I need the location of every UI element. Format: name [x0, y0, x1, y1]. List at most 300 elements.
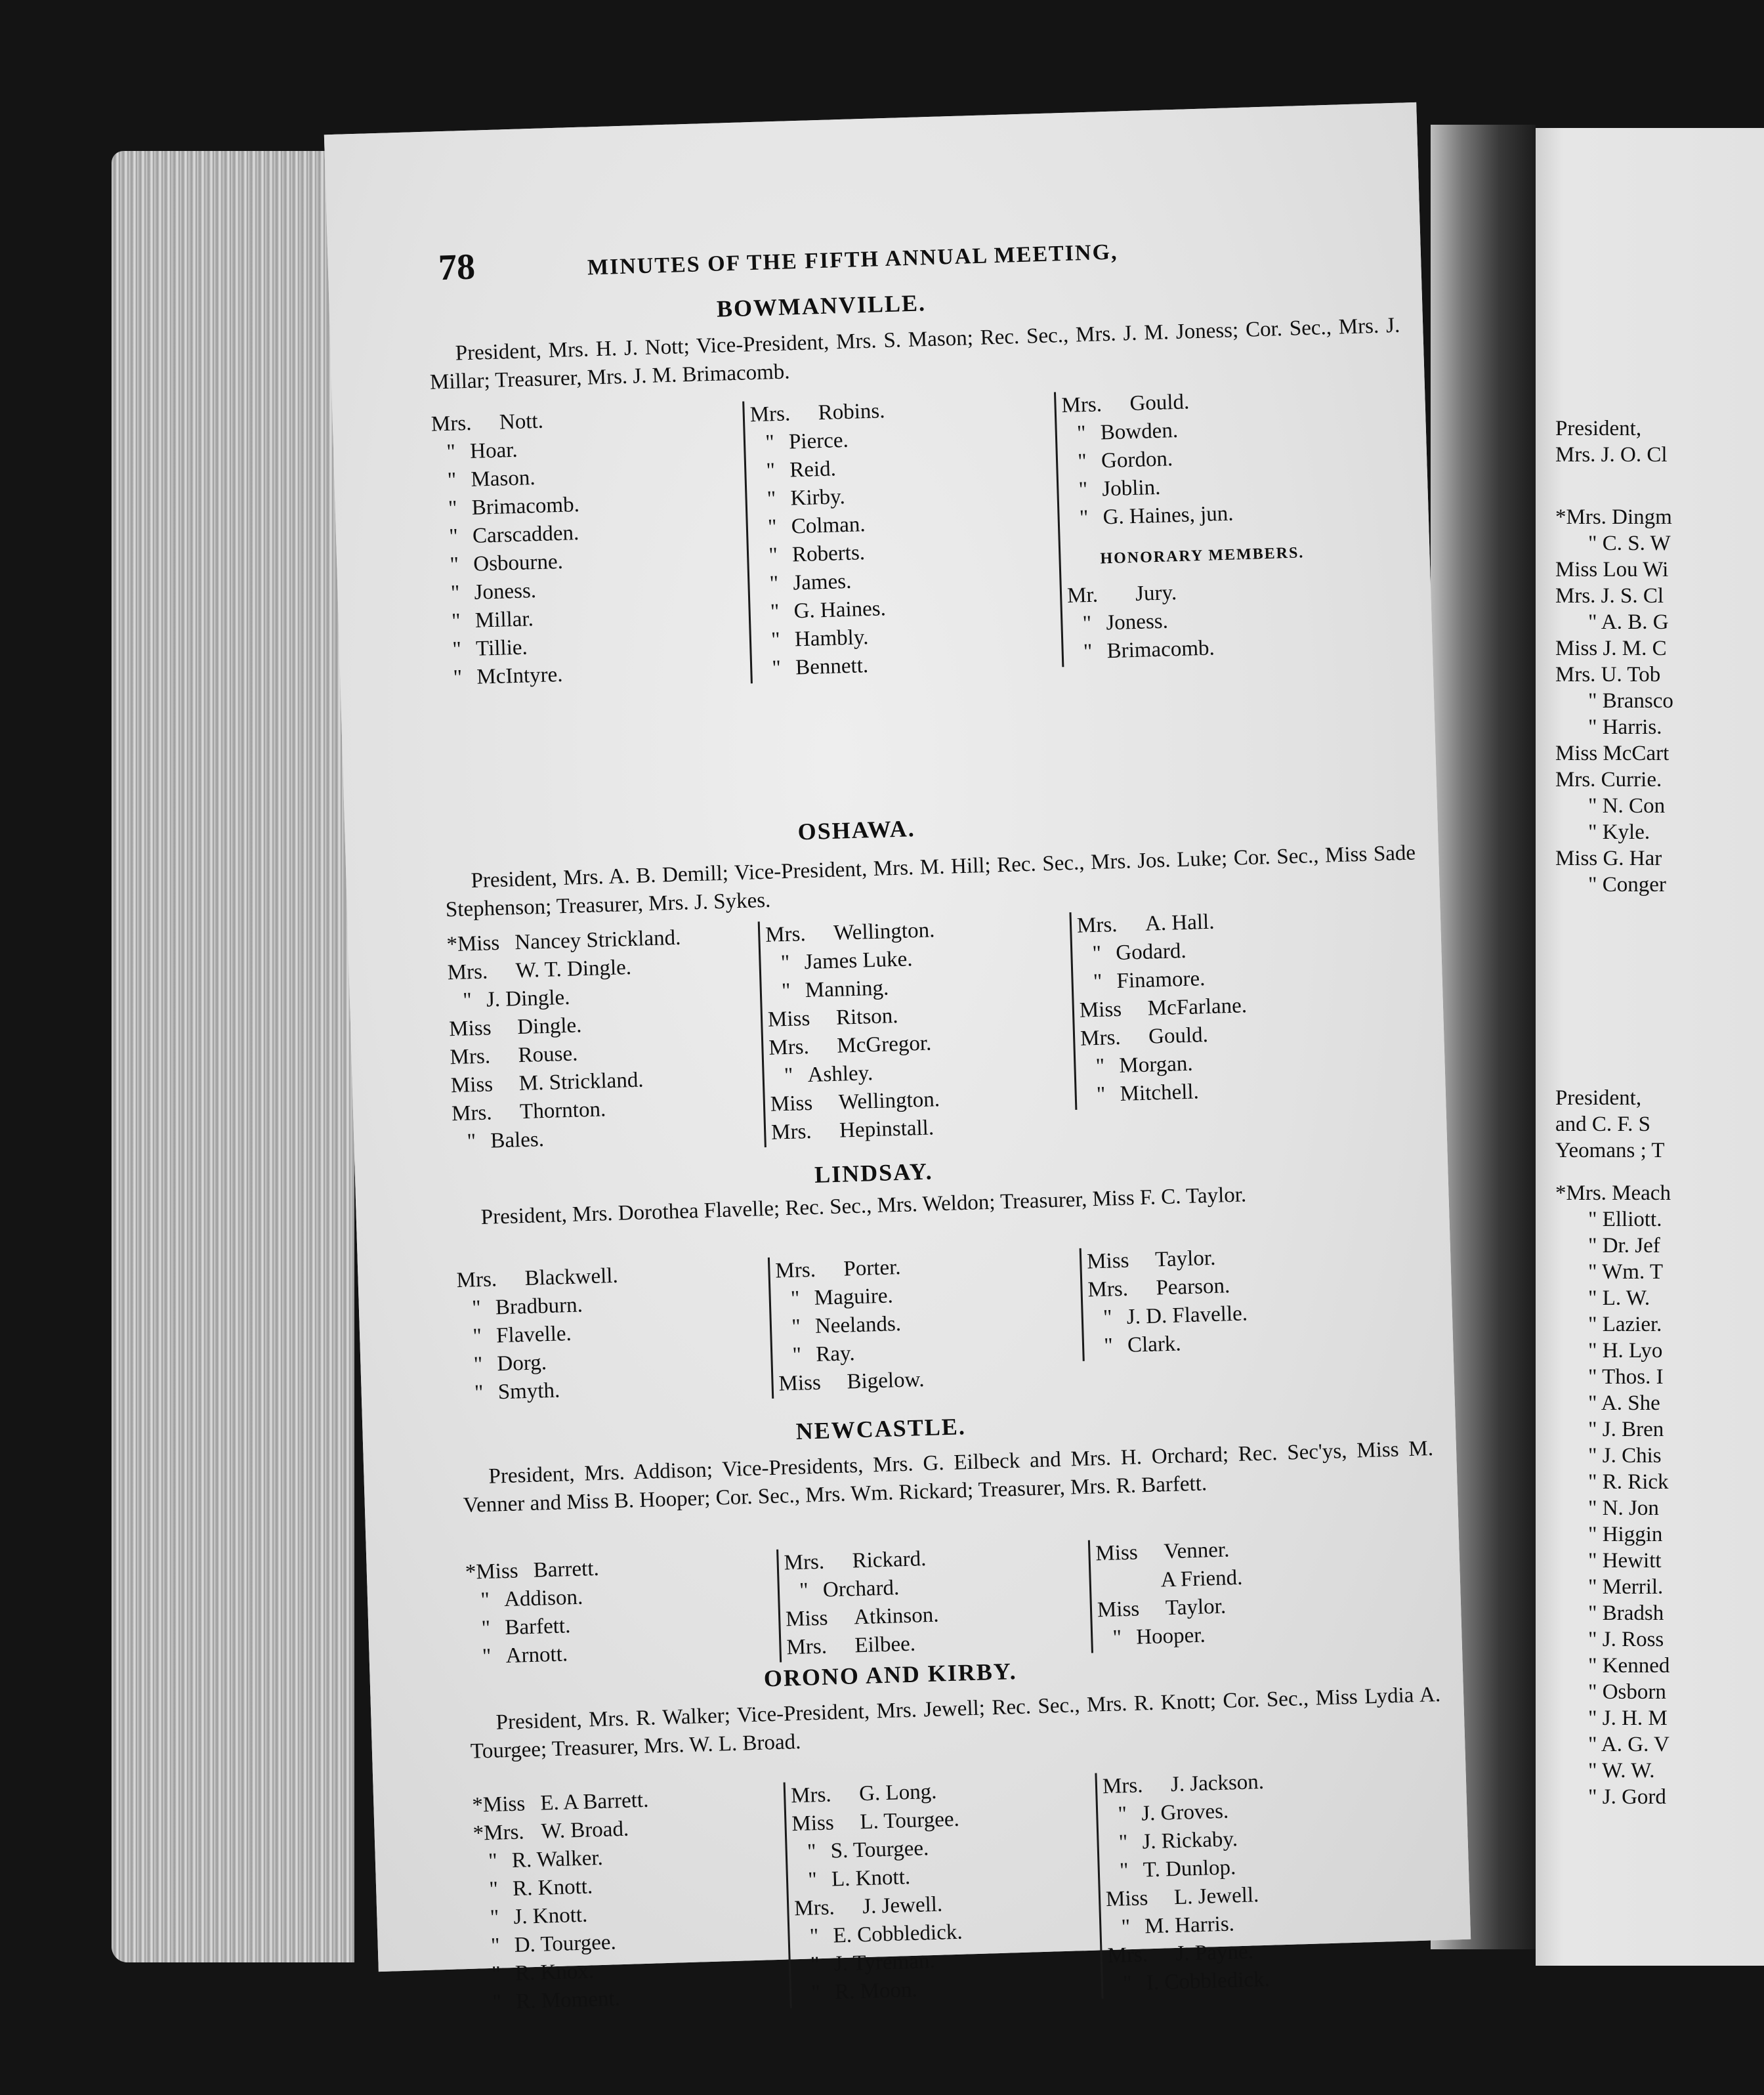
member-prefix [1097, 1586, 1161, 1588]
member-name: Smyth. [497, 1378, 560, 1405]
section-title: OSHAWA. [797, 815, 916, 845]
member-entry [457, 1290, 619, 1323]
section-title: ORONO AND KIRBY. [763, 1658, 1018, 1692]
member-name: L. Tourgee. [859, 1807, 960, 1834]
member-column [456, 1262, 621, 1408]
member-name: McGregor. [836, 1031, 932, 1058]
right-page-line: " N. Jon [1588, 1496, 1659, 1520]
member-entry [1095, 1536, 1242, 1569]
member-name: T. Dunlop. [1143, 1855, 1236, 1882]
member-entry [1108, 1966, 1270, 1999]
member-prefix: Mrs. [790, 1783, 832, 1808]
right-page-line: " Kyle. [1588, 820, 1650, 844]
member-prefix: Miss [1095, 1540, 1139, 1566]
member-entry [459, 1375, 621, 1408]
member-column [768, 1253, 925, 1399]
member-name: Thornton. [519, 1097, 606, 1124]
member-column [1080, 1243, 1249, 1361]
member-prefix: " [462, 988, 472, 1013]
member-prefix: Mrs. [430, 411, 472, 436]
officers-paragraph: President, Mrs. A. B. Demill; Vice-President, Mrs. M. Hill; Rec. Sec., Mrs. Jos. Luke; Cor. Sec., Miss Sade Stephenson; Treasurer, Mrs. J. Sykes. [445, 841, 1416, 922]
member-entry [795, 1918, 963, 1952]
member-entry [458, 1319, 620, 1351]
right-page-line: Mrs. J. S. Cl [1555, 584, 1664, 608]
member-prefix: " [770, 600, 780, 624]
right-page-line: " N. Con [1588, 794, 1666, 818]
right-page-line: " A. She [1588, 1391, 1660, 1415]
member-entry [459, 1347, 621, 1380]
member-entry [768, 1001, 938, 1034]
member-entry [1081, 1048, 1249, 1082]
right-page-line: " J. H. M [1588, 1706, 1668, 1730]
member-entry [755, 566, 891, 599]
member-prefix: " [490, 1905, 499, 1930]
member-entry [755, 595, 891, 627]
member-column [742, 397, 892, 683]
member-name: G. Long. [858, 1779, 937, 1806]
member-entry [466, 1583, 600, 1615]
right-page-line: " Harris. [1588, 715, 1662, 739]
member-name: Atkinson. [853, 1603, 939, 1630]
member-name: R. Knox. [514, 1959, 595, 1985]
member-prefix: Miss [450, 1072, 494, 1098]
member-prefix: " [481, 1616, 491, 1641]
member-prefix: Mrs. [1087, 1277, 1129, 1302]
member-name: J. Jewell. [862, 1892, 943, 1919]
member-prefix: Mrs. [1076, 912, 1118, 938]
member-entry [432, 434, 578, 467]
member-name: Reid. [789, 457, 837, 482]
member-entry [757, 651, 893, 683]
member-name: M. Harris. [1144, 1912, 1235, 1939]
member-entry [1088, 1300, 1248, 1332]
member-name: L. Knott. [831, 1865, 911, 1892]
officers-paragraph: President, Mrs. Addison; Vice-Presidents, Mrs. G. Eilbeck and Mrs. H. Orchard; Rec. Sec'ys, Miss M. Venner and Miss B. Hooper; Cor. Sec., Mrs. Wm. Rickard; Treasurer, Mrs. R. Barfett. [463, 1437, 1434, 1517]
member-name: J. Groves. [1141, 1799, 1229, 1826]
right-page-line: " J. Bren [1588, 1418, 1664, 1441]
member-prefix: " [784, 1063, 793, 1088]
member-prefix: Miss [770, 1091, 813, 1116]
member-column [1095, 1768, 1270, 1999]
right-page-line: " Lazier. [1588, 1313, 1662, 1336]
member-prefix: " [766, 459, 776, 483]
member-entry [434, 519, 580, 552]
member-entry [452, 1122, 687, 1157]
member-name: Addison. [503, 1585, 583, 1612]
member-prefix: " [766, 487, 776, 511]
member-name: Bennett. [795, 654, 869, 680]
right-page-line: " Kenned [1588, 1654, 1670, 1678]
member-prefix: " [1122, 1972, 1133, 1996]
right-page-line: " Thos. I [1588, 1365, 1664, 1389]
member-prefix: " [1079, 506, 1089, 530]
member-name: Godard. [1115, 939, 1187, 965]
right-page-line: " Bradsh [1588, 1601, 1664, 1625]
member-name: Barrett. [533, 1556, 600, 1582]
member-name: Dingle. [516, 1013, 582, 1040]
member-entry [768, 1029, 938, 1063]
member-name: J. D. Flavelle. [1126, 1301, 1248, 1329]
member-entry [465, 1555, 599, 1587]
page-number: 78 [438, 246, 476, 289]
member-entry [1096, 1564, 1243, 1597]
right-page-line: " Higgin [1588, 1523, 1663, 1546]
member-prefix: Mrs. [1061, 392, 1102, 418]
member-entry [433, 491, 579, 524]
member-prefix: Miss [1079, 997, 1122, 1023]
member-prefix: Mrs. [793, 1895, 835, 1921]
member-name: G. Haines, jun. [1102, 501, 1234, 530]
member-prefix: " [1083, 639, 1093, 664]
member-name: Tillie. [475, 635, 528, 661]
member-name: Kirby. [790, 485, 846, 511]
member-name: Wellington. [833, 918, 935, 945]
book-page-edges [112, 151, 354, 1962]
member-name: Taylor. [1154, 1246, 1216, 1272]
member-prefix: " [1077, 450, 1087, 474]
member-name: Finamore. [1116, 967, 1206, 994]
right-page-line: " Wm. T [1588, 1260, 1664, 1284]
member-name: Joblin. [1101, 475, 1161, 501]
member-name: R. Moment. [515, 1987, 621, 2014]
member-entry [749, 397, 885, 429]
member-name: W. T. Dingle. [515, 955, 632, 983]
member-prefix: " [1121, 1915, 1131, 1939]
right-page-line: President, [1555, 1086, 1642, 1110]
member-name: Nancey Strickland. [514, 925, 681, 955]
right-page-line: Miss J. M. C [1555, 637, 1667, 660]
member-name: Clark. [1127, 1332, 1182, 1357]
member-name: J. Payne. [1175, 1939, 1254, 1966]
member-column [446, 924, 687, 1156]
member-name: Ashley. [807, 1061, 873, 1088]
member-entry [778, 1366, 925, 1399]
member-name: R. Knott. [512, 1874, 593, 1901]
member-entry [1087, 1243, 1246, 1276]
member-entry [435, 547, 581, 580]
member-entry [750, 425, 886, 457]
member-name: A. Hall. [1144, 910, 1215, 936]
member-prefix: " [790, 1286, 801, 1311]
member-name: Gould. [1129, 390, 1190, 416]
member-entry [432, 463, 579, 496]
member-name: Barfett. [504, 1614, 571, 1640]
right-page-line: " C. S. W [1588, 532, 1671, 555]
member-name: D. Tourgee. [514, 1930, 617, 1957]
member-name: L. Jewell. [1173, 1883, 1259, 1910]
member-name: Bigelow. [847, 1368, 925, 1394]
member-column [1088, 1536, 1245, 1653]
member-name: Arnott. [505, 1642, 568, 1668]
member-name: Hooper. [1135, 1623, 1206, 1649]
member-entry [1078, 935, 1246, 969]
member-name: Jury. [1135, 581, 1177, 606]
member-entry [438, 632, 584, 665]
member-prefix: " [471, 1296, 482, 1321]
member-prefix: " [781, 979, 791, 1004]
right-page-line: Yeomans ; T [1555, 1139, 1665, 1162]
member-name: Nott. [499, 409, 544, 434]
member-name: Ray. [815, 1342, 856, 1366]
member-prefix: Mrs. [1107, 1943, 1148, 1968]
member-prefix: " [450, 581, 460, 605]
member-prefix: Mrs. [784, 1550, 825, 1575]
member-prefix: Miss [785, 1606, 828, 1632]
member-entry [467, 1640, 602, 1672]
member-prefix: " [472, 1324, 482, 1349]
member-name: I. Cobbledick. [1146, 1967, 1270, 1995]
section-title: BOWMANVILLE. [716, 289, 927, 322]
member-name: Mitchell. [1120, 1080, 1200, 1106]
right-page-line: " W. W. [1588, 1759, 1655, 1783]
right-page-line: " Elliott. [1588, 1208, 1662, 1231]
member-prefix: " [1096, 1082, 1106, 1107]
member-prefix: Mrs. [768, 1035, 810, 1060]
honorary-members-heading: HONORARY MEMBERS. [1100, 544, 1305, 568]
member-entry [793, 1862, 961, 1895]
member-prefix: " [491, 1962, 501, 1986]
member-prefix: " [490, 1934, 501, 1958]
section-title: NEWCASTLE. [795, 1413, 967, 1445]
member-entry [770, 1086, 940, 1119]
member-name: Ritson. [835, 1004, 899, 1030]
member-prefix: " [792, 1343, 802, 1367]
right-page-line: " J. Chis [1588, 1444, 1662, 1468]
member-name: Brimacomb. [471, 493, 580, 520]
member-prefix: Mrs. [1080, 1025, 1122, 1051]
member-prefix: " [1119, 1859, 1129, 1883]
member-prefix: " [770, 628, 781, 652]
member-entry [766, 973, 936, 1006]
member-prefix: " [452, 637, 462, 662]
section-title: LINDSAY. [814, 1158, 934, 1188]
member-column [776, 1545, 940, 1662]
member-prefix: " [771, 656, 782, 681]
member-column [1069, 907, 1250, 1110]
member-name: Bales. [490, 1128, 545, 1153]
right-page-line: " J. Gord [1588, 1785, 1666, 1809]
member-name: McIntyre. [476, 662, 563, 689]
member-name: Wellington. [838, 1088, 940, 1114]
member-column [1054, 385, 1307, 667]
member-name: Mason. [470, 466, 536, 492]
member-entry [1078, 963, 1246, 997]
member-name: James Luke. [804, 947, 913, 975]
right-page-line: " Merril. [1588, 1575, 1664, 1599]
member-entry [1104, 1825, 1266, 1857]
member-prefix: " [807, 1868, 818, 1892]
member-entry [792, 1834, 961, 1867]
member-entry [753, 510, 889, 542]
member-prefix: *Miss [471, 1792, 526, 1817]
member-prefix: " [767, 515, 778, 540]
member-prefix: " [810, 1981, 821, 2005]
member-entry [778, 1338, 924, 1370]
member-prefix: Mrs. [456, 1267, 497, 1293]
member-prefix: Miss [448, 1016, 492, 1042]
member-prefix: " [1095, 1054, 1105, 1079]
member-prefix: Mrs. [770, 1119, 812, 1145]
member-prefix: Mrs. [749, 402, 791, 427]
member-entry [1106, 1881, 1268, 1914]
member-prefix: " [1076, 421, 1087, 446]
member-entry [1104, 1853, 1267, 1886]
member-entry [1107, 1937, 1269, 1970]
member-name: Rouse. [518, 1042, 578, 1068]
member-entry [1089, 1328, 1248, 1361]
member-name: J. Rickaby. [1142, 1827, 1238, 1854]
member-entry [1079, 992, 1247, 1025]
member-name: S. Tourgee. [830, 1836, 929, 1863]
member-prefix: *Miss [465, 1559, 519, 1584]
member-name: Robins. [818, 399, 886, 425]
member-prefix: *Mrs. [472, 1820, 525, 1846]
member-entry [1082, 1076, 1250, 1110]
right-page-line: " Conger [1588, 873, 1666, 897]
member-prefix: " [807, 1840, 817, 1864]
member-entry [776, 1281, 922, 1314]
member-name: McFarlane. [1147, 994, 1248, 1021]
running-head: MINUTES OF THE FIFTH ANNUAL MEETING, [587, 240, 1118, 280]
member-name: Colman. [791, 513, 866, 539]
member-prefix: " [769, 572, 779, 596]
member-entry [791, 1806, 960, 1839]
member-entry [472, 1815, 650, 1848]
member-entry [776, 1309, 923, 1342]
member-name: Carscadden. [472, 521, 579, 548]
right-page-line: Miss G. Har [1555, 847, 1662, 870]
member-prefix: " [765, 431, 775, 455]
right-page-line: " Osborn [1588, 1680, 1666, 1704]
member-column [430, 406, 585, 692]
member-prefix: " [1118, 1830, 1128, 1855]
member-prefix: " [780, 950, 790, 975]
left-page [324, 102, 1471, 2014]
member-name: E. A Barrett. [539, 1788, 649, 1815]
member-prefix: Mrs. [450, 1044, 491, 1070]
member-entry [1098, 1620, 1245, 1653]
right-page-line: *Mrs. Dingm [1555, 505, 1672, 529]
member-prefix: Miss [778, 1370, 822, 1396]
member-prefix: Mrs. [786, 1634, 828, 1660]
member-entry [797, 1975, 965, 2008]
member-name: Maguire. [814, 1284, 894, 1310]
member-prefix: " [1112, 1626, 1122, 1650]
member-name: Pearson. [1155, 1274, 1230, 1300]
member-prefix: " [768, 543, 778, 568]
member-entry [438, 660, 585, 693]
member-name: R. Moon. [834, 1978, 918, 2004]
member-prefix: " [488, 1877, 499, 1902]
member-prefix: " [480, 1588, 490, 1613]
member-prefix: " [1093, 969, 1102, 994]
member-prefix: " [448, 496, 458, 520]
right-page-line: " A. B. G [1588, 610, 1669, 634]
member-name: Dorg. [496, 1351, 547, 1376]
member-entry [478, 1984, 655, 2018]
member-entry [794, 1890, 963, 1924]
member-name: Brimacomb. [1106, 636, 1215, 664]
member-name: J. Dingle. [486, 985, 570, 1012]
member-prefix: Mrs. [451, 1101, 493, 1126]
member-name: Joness. [1105, 609, 1169, 635]
member-column [465, 1555, 602, 1672]
member-name: Eilbee. [854, 1632, 916, 1658]
right-page-line: " Hewitt [1588, 1549, 1662, 1573]
member-entry [1097, 1592, 1244, 1625]
right-page-line: " Bransco [1588, 689, 1673, 713]
right-page-line: President, [1555, 417, 1642, 440]
member-entry [771, 1114, 941, 1147]
member-entry [1080, 1020, 1248, 1053]
member-entry [1076, 907, 1244, 941]
officers-paragraph: President, Mrs. R. Walker; Vice-President, Mrs. Jewell; Rec. Sec., Mrs. R. Knott; Cor. Sec., Miss Lydia A. Tourgee; Treasurer, Mrs. W. L. Broad. [470, 1682, 1441, 1764]
member-prefix: " [450, 553, 459, 577]
member-name: Joness. [474, 579, 537, 604]
member-prefix: Mr. [1066, 583, 1099, 608]
member-entry [769, 1057, 939, 1091]
member-entry [795, 1947, 964, 1980]
member-name: Orchard. [822, 1576, 900, 1602]
member-name: M. Strickland. [518, 1068, 644, 1096]
right-page-line: " J. Ross [1588, 1628, 1664, 1651]
member-column [472, 1787, 655, 2018]
member-name: Millar. [474, 607, 534, 633]
member-prefix: " [446, 440, 456, 464]
member-name: Rickard. [852, 1547, 927, 1573]
member-prefix: " [1082, 611, 1092, 636]
member-prefix: " [1092, 941, 1102, 966]
member-prefix: " [451, 609, 461, 633]
member-entry [752, 482, 888, 514]
member-entry [786, 1630, 940, 1662]
member-prefix: Miss [767, 1006, 810, 1032]
member-entry [436, 576, 582, 608]
member-name: E. Cobbledick. [833, 1920, 963, 1948]
member-entry [751, 454, 887, 486]
member-column [758, 916, 941, 1147]
member-prefix: Miss [1086, 1248, 1129, 1274]
member-entry [1103, 1796, 1265, 1829]
member-prefix: " [1078, 478, 1088, 502]
member-entry [754, 538, 890, 570]
member-prefix: Mrs. [774, 1258, 816, 1283]
member-prefix: " [473, 1352, 483, 1377]
right-page-line: Mrs. J. O. Cl [1555, 443, 1668, 467]
member-prefix: " [791, 1315, 801, 1339]
member-prefix: " [482, 1644, 492, 1669]
right-page-line: " R. Rick [1588, 1470, 1669, 1494]
right-page-fragment [1536, 128, 1764, 1966]
member-entry [765, 916, 935, 950]
member-prefix: Mrs. [765, 922, 807, 947]
member-prefix: Mrs. [447, 960, 488, 985]
member-prefix: " [492, 1990, 502, 2014]
member-name: Osbourne. [472, 549, 564, 576]
member-name: G. Haines. [793, 597, 887, 624]
right-page-line: " A. G. V [1588, 1733, 1670, 1756]
member-name: A Friend. [1160, 1565, 1243, 1592]
member-prefix: " [453, 666, 463, 690]
member-name: J. Knott. [513, 1903, 588, 1929]
member-entry [784, 1573, 938, 1606]
member-prefix: " [809, 1924, 819, 1949]
right-page-line: Mrs. U. Tob [1555, 663, 1661, 687]
member-name: Morgan. [1118, 1051, 1194, 1078]
member-name: R. Walker. [511, 1846, 604, 1873]
right-page-line: " L. W. [1588, 1286, 1650, 1310]
member-entry [436, 604, 583, 637]
